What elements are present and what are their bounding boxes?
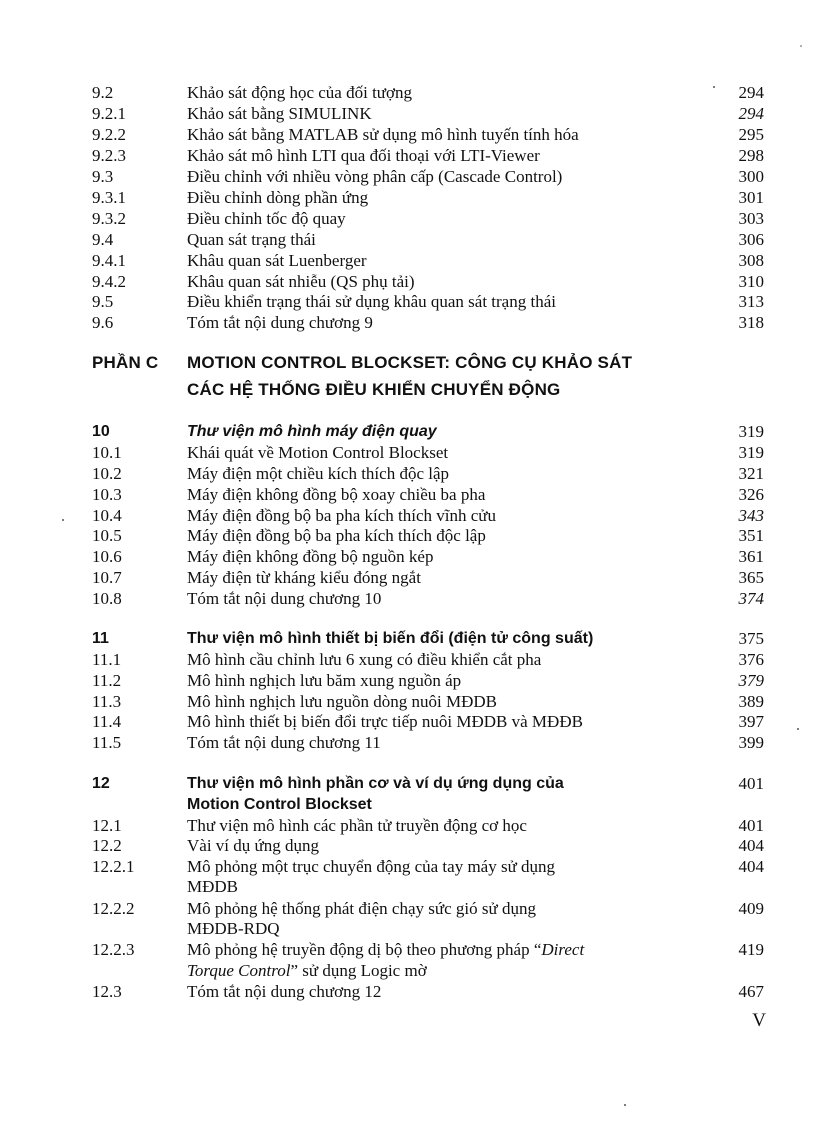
toc-entry [0, 145, 816, 166]
entry-title-line-1: Mô phỏng một trục chuyển động của tay máy sử dụng [187, 857, 556, 876]
entry-page: 301 [738, 188, 764, 207]
entry-title: Khâu quan sát Luenberger [187, 251, 367, 270]
entry-title-italic: Torque Control [187, 961, 291, 980]
toc-entry [0, 229, 816, 250]
entry-title-line-2: MĐDB [187, 877, 239, 896]
entry-title: Khảo sát bằng SIMULINK [187, 104, 372, 123]
entry-number: 9.3.1 [92, 188, 126, 207]
chapter-number: 10 [92, 423, 110, 440]
toc-entry [0, 124, 816, 145]
entry-page: 326 [738, 485, 764, 504]
entry-number: 9.2.3 [92, 146, 126, 165]
entry-title: Khảo sát mô hình LTI qua đối thoại với LTI-Viewer [187, 146, 540, 165]
toc-entry [0, 312, 816, 333]
entry-page: 318 [738, 313, 764, 332]
entry-number: 11.5 [92, 733, 122, 752]
chapter-page: 319 [738, 422, 764, 441]
entry-number: 9.4.1 [92, 251, 126, 270]
toc-entry [0, 835, 816, 856]
toc-entry [0, 271, 816, 292]
toc-entry [0, 166, 816, 187]
toc-entry [0, 525, 816, 546]
entry-page: 389 [738, 692, 764, 711]
toc-entry [0, 484, 816, 505]
entry-number: 10.6 [92, 547, 122, 566]
chapter-title: Thư viện mô hình máy điện quay [187, 423, 437, 440]
entry-title: Máy điện đồng bộ ba pha kích thích độc lập [187, 526, 486, 545]
entry-number: 9.3 [92, 167, 114, 186]
part-heading-line [0, 350, 816, 376]
entry-number: 12.2 [92, 836, 122, 855]
part-title-line-1: MOTION CONTROL BLOCKSET: CÔNG CỤ KHẢO SÁT [187, 353, 633, 372]
toc-entry [0, 546, 816, 567]
entry-page: 294 [738, 104, 764, 123]
entry-page: 294 [738, 83, 764, 102]
chapter-title-line-1: Thư viện mô hình phần cơ và ví dụ ứng dụng của [187, 775, 564, 792]
entry-page: 374 [738, 589, 764, 608]
entry-number: 10.2 [92, 464, 122, 483]
entry-title: Mô hình cầu chỉnh lưu 6 xung có điều khiển cắt pha [187, 650, 542, 669]
entry-number: 9.4 [92, 230, 114, 249]
entry-page: 300 [738, 167, 764, 186]
toc-entry [0, 103, 816, 124]
entry-number: 10.5 [92, 526, 122, 545]
entry-page: 319 [738, 443, 764, 462]
toc-entry [0, 588, 816, 609]
entry-title: Máy điện không đồng bộ xoay chiều ba pha [187, 485, 486, 504]
entry-number: 11.2 [92, 671, 122, 690]
entry-number: 9.2.2 [92, 125, 126, 144]
toc-entry [0, 291, 816, 312]
toc-entry [0, 691, 816, 712]
toc-entry [0, 463, 816, 484]
entry-title-line-2: MĐDB-RDQ [187, 919, 280, 938]
entry-title-italic: Direct [541, 940, 585, 959]
entry-page: 306 [738, 230, 764, 249]
toc-entry [0, 567, 816, 588]
entry-title: Máy điện đồng bộ ba pha kích thích vĩnh cửu [187, 506, 497, 525]
entry-title: Thư viện mô hình các phần tử truyền động cơ học [187, 816, 527, 835]
toc-entry [0, 649, 816, 670]
toc-entry [0, 82, 816, 103]
entry-number: 9.3.2 [92, 209, 126, 228]
entry-title: Mô hình nghịch lưu nguồn dòng nuôi MĐDB [187, 692, 498, 711]
entry-title: Mô hình nghịch lưu băm xung nguồn áp [187, 671, 462, 690]
toc-entry [0, 505, 816, 526]
entry-number: 10.4 [92, 506, 122, 525]
chapter-heading [0, 794, 816, 815]
part-title-line-2: CÁC HỆ THỐNG ĐIỀU KHIỂN CHUYỂN ĐỘNG [187, 380, 561, 399]
entry-page: 361 [738, 547, 764, 566]
toc-entry [0, 856, 816, 877]
chapter-heading [0, 421, 816, 442]
scan-speck [624, 1104, 626, 1106]
toc-entry [0, 732, 816, 753]
entry-number: 12.3 [92, 982, 122, 1001]
chapter-number: 11 [92, 630, 109, 647]
entry-title: Máy điện một chiều kích thích độc lập [187, 464, 450, 483]
part-heading-line [0, 377, 816, 403]
toc-entry [0, 250, 816, 271]
entry-title: Tóm tắt nội dung chương 11 [187, 733, 381, 752]
entry-title: Điều chỉnh với nhiều vòng phân cấp (Cascade Control) [187, 167, 563, 186]
entry-page: 351 [738, 526, 764, 545]
entry-title: Tóm tắt nội dung chương 10 [187, 589, 382, 608]
entry-page: 310 [738, 272, 764, 291]
entry-page: 303 [738, 209, 764, 228]
entry-number: 12.2.1 [92, 857, 135, 876]
entry-page: 397 [738, 712, 764, 731]
entry-number: 9.6 [92, 313, 114, 332]
entry-title: Tóm tắt nội dung chương 12 [187, 982, 382, 1001]
entry-number: 9.2.1 [92, 104, 126, 123]
entry-title: Khâu quan sát nhiễu (QS phụ tải) [187, 272, 415, 291]
chapter-heading [0, 628, 816, 649]
entry-number: 10.1 [92, 443, 122, 462]
entry-page: 376 [738, 650, 764, 669]
entry-title: Khảo sát động học của đối tượng [187, 83, 412, 102]
entry-title: Quan sát trạng thái [187, 230, 316, 249]
chapter-page: 375 [738, 629, 764, 648]
toc-entry [0, 442, 816, 463]
entry-page: 379 [738, 671, 764, 690]
scan-speck [62, 519, 64, 521]
chapter-title: Thư viện mô hình thiết bị biến đổi (điện tử công suất) [187, 630, 594, 647]
page-folio: V [752, 1010, 766, 1031]
chapter-title-line-2: Motion Control Blockset [187, 796, 372, 813]
chapter-page: 401 [738, 774, 764, 793]
toc-entry [0, 815, 816, 836]
entry-title-line-1 [187, 939, 717, 960]
scan-speck [797, 728, 799, 730]
toc-entry-continuation [0, 960, 816, 981]
entry-number: 12.1 [92, 816, 122, 835]
part-label: PHẦN C [92, 353, 159, 372]
entry-title: Điều chỉnh dòng phần ứng [187, 188, 369, 207]
entry-number: 11.1 [92, 650, 122, 669]
toc-entry [0, 670, 816, 691]
entry-title: Điều chỉnh tốc độ quay [187, 209, 346, 228]
entry-page: 308 [738, 251, 764, 270]
entry-title: Khái quát về Motion Control Blockset [187, 443, 449, 462]
entry-number: 12.2.3 [92, 940, 135, 959]
entry-title-line-1: Mô phỏng hệ thống phát điện chạy sức gió sử dụng [187, 899, 536, 918]
toc-entry [0, 981, 816, 1002]
toc-entry-continuation [0, 876, 816, 897]
entry-number: 10.7 [92, 568, 122, 587]
entry-page: 298 [738, 146, 764, 165]
entry-title: Tóm tắt nội dung chương 9 [187, 313, 373, 332]
entry-page: 295 [738, 125, 764, 144]
entry-title: Máy điện từ kháng kiểu đóng ngắt [187, 568, 421, 587]
chapter-number: 12 [92, 775, 110, 792]
entry-title: Vài ví dụ ứng dụng [187, 836, 319, 855]
entry-number: 11.3 [92, 692, 122, 711]
entry-page: 409 [738, 899, 764, 918]
chapter-heading [0, 773, 816, 794]
entry-number: 12.2.2 [92, 899, 135, 918]
entry-page: 401 [738, 816, 764, 835]
entry-title: Máy điện không đồng bộ nguồn kép [187, 547, 434, 566]
toc-entry [0, 939, 816, 960]
toc-entry [0, 208, 816, 229]
entry-number: 9.2 [92, 83, 114, 102]
entry-page: 365 [738, 568, 764, 587]
entry-number: 10.8 [92, 589, 122, 608]
entry-title-text: Mô phỏng hệ truyền động dị bộ theo phương pháp “ [187, 940, 542, 959]
toc-entry [0, 711, 816, 732]
entry-title: Mô hình thiết bị biến đổi trực tiếp nuôi MĐDB và MĐĐB [187, 712, 583, 731]
entry-page: 467 [738, 982, 764, 1001]
toc-entry [0, 187, 816, 208]
entry-number: 9.5 [92, 292, 114, 311]
entry-number: 11.4 [92, 712, 122, 731]
entry-number: 10.3 [92, 485, 122, 504]
entry-page: 313 [738, 292, 764, 311]
entry-number: 9.4.2 [92, 272, 126, 291]
entry-page: 404 [738, 836, 764, 855]
entry-page: 404 [738, 857, 764, 876]
toc-entry-continuation [0, 918, 816, 939]
entry-title-line-2 [187, 960, 717, 981]
entry-title: Điều khiển trạng thái sử dụng khâu quan sát trạng thái [187, 292, 556, 311]
scan-speck [800, 45, 802, 47]
entry-title-text: ” sử dụng Logic mờ [290, 961, 427, 980]
entry-title: Khảo sát bằng MATLAB sử dụng mô hình tuyến tính hóa [187, 125, 579, 144]
scan-speck [713, 86, 715, 88]
entry-page: 343 [738, 506, 764, 525]
entry-page: 321 [738, 464, 764, 483]
toc-entry [0, 898, 816, 919]
entry-page: 399 [738, 733, 764, 752]
entry-page: 419 [738, 940, 764, 959]
